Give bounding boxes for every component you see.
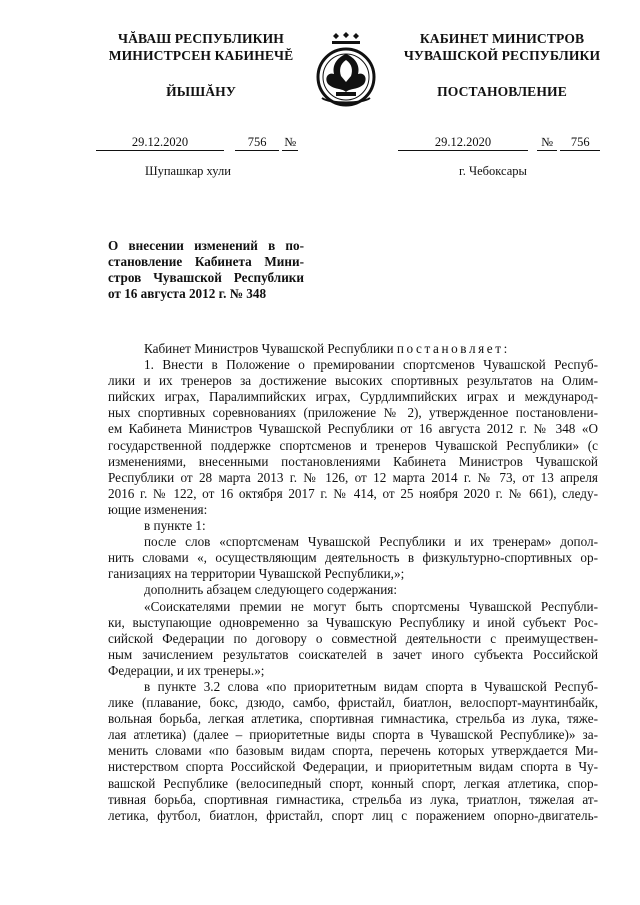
body-line: 1. Внести в Положение о премировании спортсменов Чувашской Респуб- <box>144 357 598 373</box>
body-line: нить словами «, осуществляющим деятельность в физкультурно-спортивных ор- <box>108 550 598 566</box>
document-body <box>108 341 598 824</box>
body-line: ным зачислением результатов соискателей в зачет иного субъекта Российской <box>108 646 598 662</box>
body-line: «Соискателями премии не могут быть спортсмены Чувашской Республи- <box>144 598 598 614</box>
subject-line: О внесении изменений в по- <box>108 238 304 253</box>
document-subject <box>108 238 304 302</box>
body-line: вашской Республике (велосипедный спорт, конный спорт, легкая атлетика, спор- <box>108 775 598 791</box>
body-line: в пункте 1: <box>144 518 206 534</box>
body-line: лая атлетика) (далее – приоритетные виды спорта в Чувашской Республике)» за- <box>108 727 598 743</box>
header-right-doc-type: ПОСТАНОВЛЕНИЕ <box>437 84 567 99</box>
coat-of-arms-emblem <box>306 32 386 108</box>
subject-line: стров Чувашской Республики <box>108 270 304 285</box>
header-right-line1: КАБИНЕТ МИНИСТРОВ <box>419 31 585 46</box>
registration-left-number: 756 <box>235 135 279 151</box>
registration-right-no-sign: № <box>537 135 557 151</box>
subject-line: становление Кабинета Мини- <box>108 254 304 269</box>
body-line: ем Кабинета Министров Чувашской Республики от 16 августа 2012 г. № 348 «О <box>108 421 598 437</box>
header-right-line2: ЧУВАШСКОЙ РЕСПУБЛИКИ <box>403 48 601 63</box>
body-resolves: постановляет: <box>396 341 510 356</box>
header-left <box>96 30 306 100</box>
registration-left <box>96 135 298 151</box>
registration-right-number: 756 <box>560 135 600 151</box>
header-left-line1: ЧĂВАШ РЕСПУБЛИКИН <box>118 31 284 46</box>
body-line: ки, выступающие одновременно за Чувашскую Республику и иной субъект Рос- <box>108 614 598 630</box>
body-line: нистерством спорта Российской Федерации, и приоритетным видам спорта в Чу- <box>108 759 598 775</box>
subject-line: от 16 августа 2012 г. № 348 <box>108 286 267 301</box>
place-right: г. Чебоксары <box>459 164 527 178</box>
body-line: дополнить абзацем следующего содержания: <box>144 582 398 598</box>
header-left-doc-type: ЙЫШĂНУ <box>166 84 236 99</box>
body-line: менить словами «по базовым видам спорта, перечень которых утверждается Ми- <box>108 743 598 759</box>
body-line: ющие изменения: <box>108 501 208 517</box>
body-line: изменениями, внесенными постановлениями Кабинета Министров Чувашской <box>108 453 598 469</box>
body-line: Республики от 28 марта 2013 г. № 126, от 12 марта 2014 г. № 73, от 13 апреля <box>108 469 598 485</box>
body-line: государственной поддержке спортсменов и тренеров Чувашской Республики» (с <box>108 437 598 453</box>
body-line: лики и их тренеров за достижение высоких спортивных результатов на Олим- <box>108 373 598 389</box>
body-line: в пункте 3.2 слова «по приоритетным видам спорта в Чувашской Респуб- <box>144 678 598 694</box>
body-intro: Кабинет Министров Чувашской Республики <box>144 341 394 356</box>
body-line: 2016 г. № 122, от 16 октября 2017 г. № 414, от 25 ноября 2020 г. № 661), следу- <box>108 485 598 501</box>
body-line: ных спортивных соревнованиях (приложение № 2), утвержденное постановлени- <box>108 405 598 421</box>
registration-right-date: 29.12.2020 <box>398 135 528 151</box>
place-left: Шупашкар хули <box>145 164 231 178</box>
body-intro-line <box>108 341 598 357</box>
body-line: летика, футбол, биатлон, фристайл, спорт лиц с поражением опорно-двигатель- <box>108 807 598 823</box>
body-line: лике (плавание, бокс, дзюдо, самбо, фристайл, биатлон, велоспорт-маунтинбайк, <box>108 695 598 711</box>
body-line: тивная борьба, спортивная гимнастика, стрельба из лука, триатлон, тяжелая ат- <box>108 791 598 807</box>
body-line: после слов «спортсменам Чувашской Республики и их тренерам» допол- <box>144 534 598 550</box>
registration-left-no-sign: № <box>282 135 298 151</box>
body-line: вольная борьба, легкая атлетика, спортивная гимнастика, стрельба из лука, тяже- <box>108 711 598 727</box>
registration-left-date: 29.12.2020 <box>96 135 224 151</box>
body-line: ганизациях на территории Чувашской Республики,»; <box>108 566 405 582</box>
header-left-line2: МИНИСТРСЕН КАБИНЕЧĔ <box>108 48 294 63</box>
body-line: сийской Федерации по договору о совместной деятельности с преимуществен- <box>108 630 598 646</box>
body-line: пийских играх, Паралимпийских играх, Сурдлимпийских играх и международ- <box>108 389 598 405</box>
header-right <box>388 30 616 100</box>
body-line: Федерации, и их тренеры.»; <box>108 662 265 678</box>
registration-right <box>398 135 600 151</box>
